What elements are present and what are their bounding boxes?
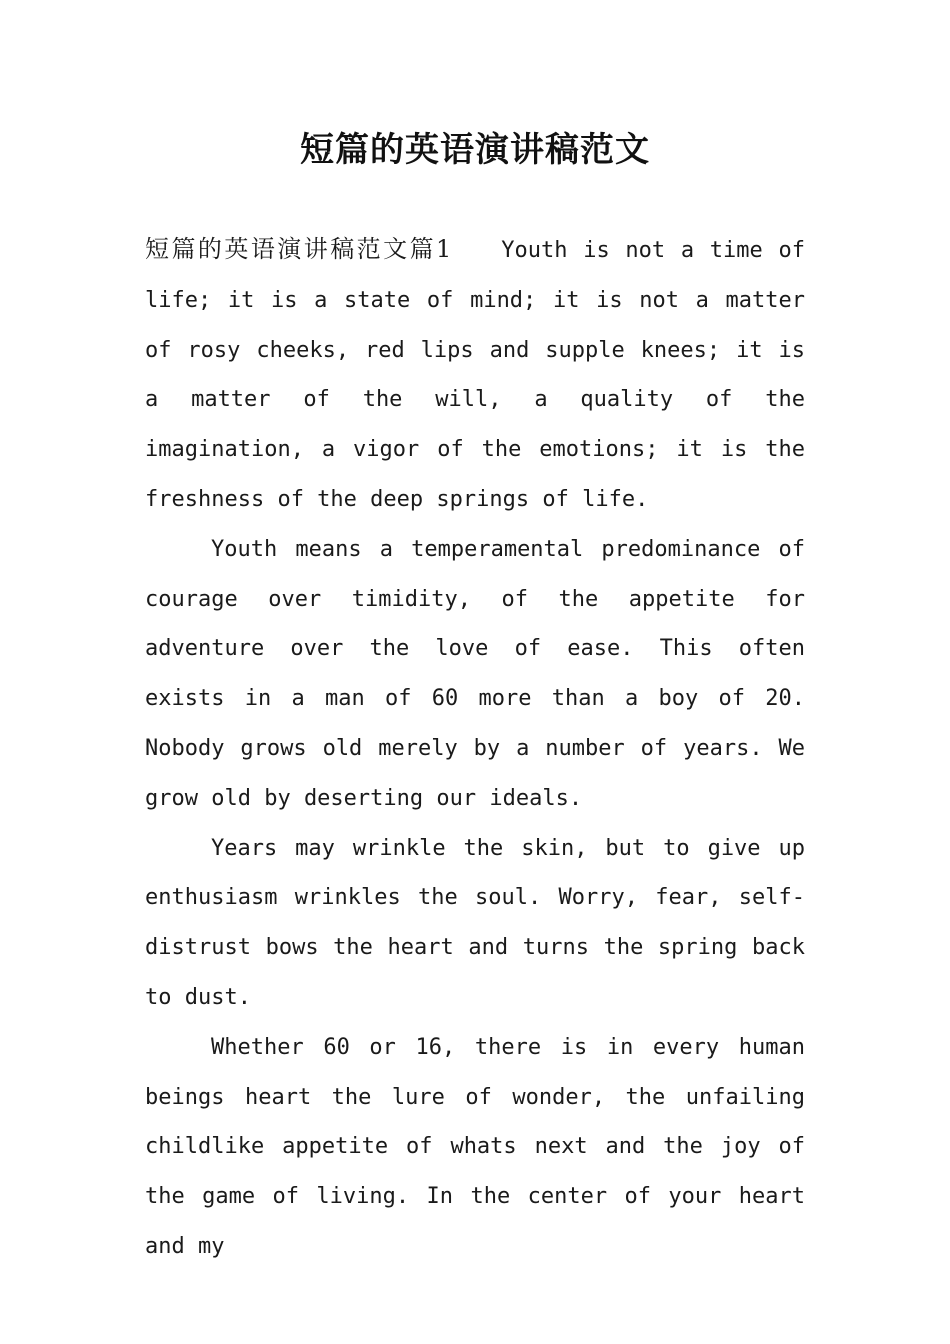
document-body — [145, 225, 805, 1272]
paragraph-2: Youth means a temperamental predominance of courage over timidity, of the appetite for adventure over the love of ease. This often exists in a man of 60 more than a boy of 20. Nobody grows old merely by a number of years. We grow old by deserting our ideals. — [145, 536, 805, 811]
section-heading: 短篇的英语演讲稿范文篇1 — [145, 235, 452, 263]
paragraph-1-text: Youth is not a time of life; it is a state of mind; it is not a matter of rosy cheeks, red lips and supple knees; it is a matter of the will, a quality of the imagination, a vigor of the emotions; it is the freshness of the deep springs of life. — [145, 238, 805, 512]
paragraph-4: Whether 60 or 16, there is in every human beings heart the lure of wonder, the unfailing childlike appetite of whats next and the joy of the game of living. In the center of your heart and my — [145, 1034, 805, 1259]
paragraph-1 — [145, 225, 805, 525]
paragraph-3: Years may wrinkle the skin, but to give up enthusiasm wrinkles the soul. Worry, fear, self-distrust bows the heart and turns the spring back to dust. — [145, 835, 805, 1010]
page-title: 短篇的英语演讲稿范文 — [300, 130, 650, 170]
